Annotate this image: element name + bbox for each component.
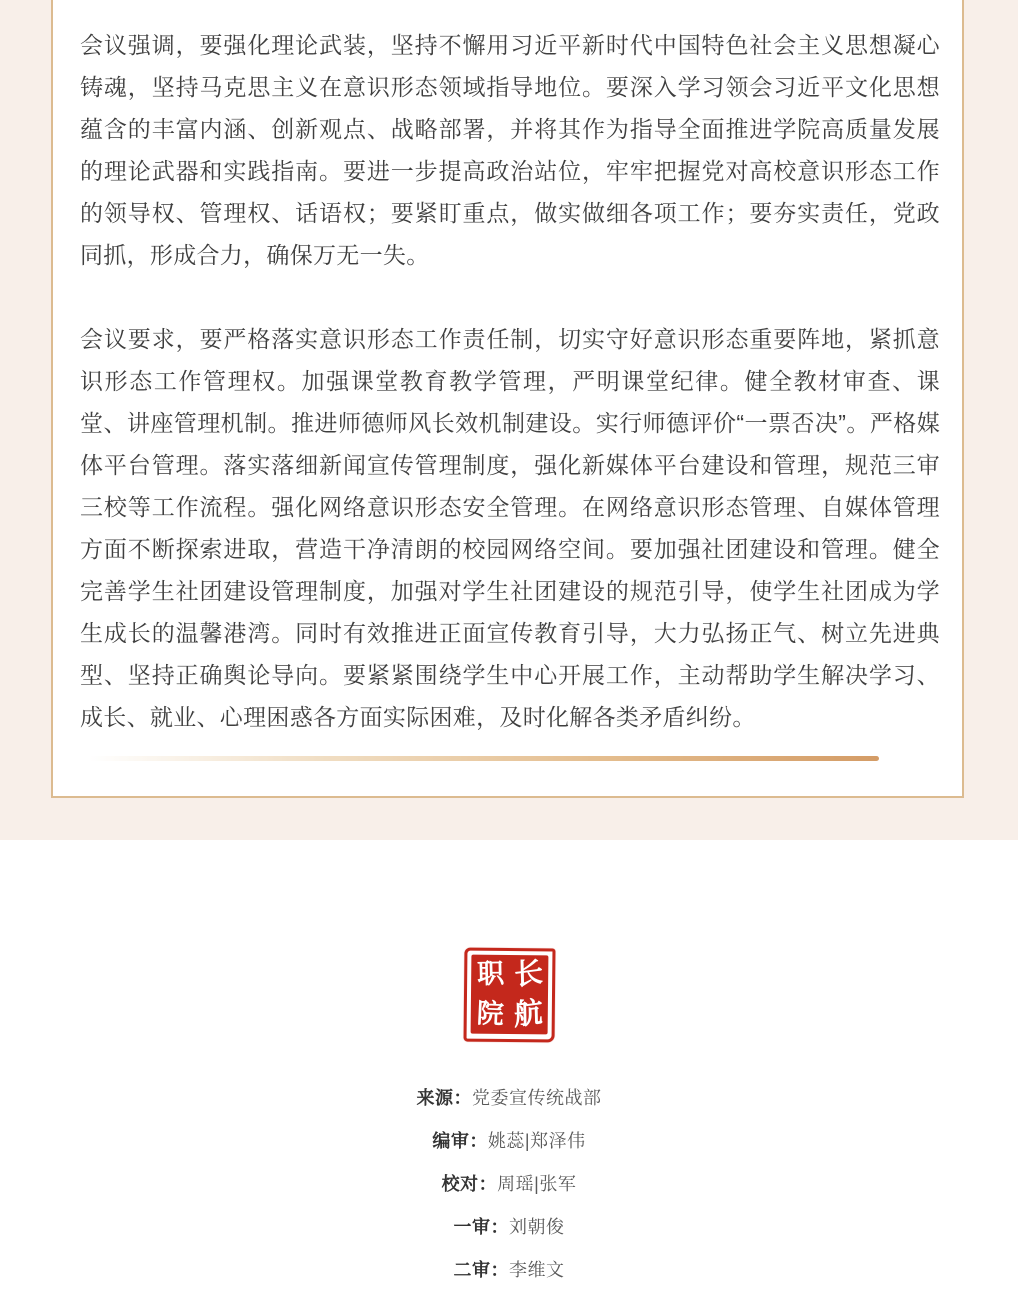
article-paragraph-1: 会议强调，要强化理论武装，坚持不懈用习近平新时代中国特色社会主义思想凝心铸魂，坚持马克思主义在意识形态领域指导地位。要深入学习领会习近平文化思想蕴含的丰富内涵、创新观点、战略部署，并将其作为指导全面推进学院高质量发展的理论武器和实践指南。要进一步提高政治站位，牢牢把握党对高校意识形态工作的领导权、管理权、话语权；要紧盯重点，做实做细各项工作；要夯实责任，党政同抓，形成合力，确保万无一失。 — [80, 32, 940, 268]
credit-line-second-review — [0, 1259, 1018, 1281]
credit-line-source — [0, 1087, 1018, 1109]
gradient-divider — [89, 756, 879, 761]
credit-label: 一审： — [453, 1217, 509, 1237]
credit-label: 二审： — [453, 1260, 509, 1280]
seal-char-top-left: 职 — [476, 958, 504, 990]
credit-value: 党委宣传统战部 — [472, 1088, 602, 1108]
credit-label: 来源： — [416, 1088, 472, 1108]
seal-char-bottom-right: 航 — [513, 995, 543, 1032]
credit-label: 编审： — [432, 1131, 488, 1151]
seal-char-bottom-left: 院 — [475, 997, 504, 1030]
credit-label: 校对： — [441, 1174, 498, 1194]
seal-char-top-right: 长 — [513, 956, 544, 993]
credit-line-first-review — [0, 1216, 1018, 1238]
credit-value: 李维文 — [509, 1260, 565, 1280]
article-paragraph-2: 会议要求，要严格落实意识形态工作责任制，切实守好意识形态重要阵地，紧抓意识形态工作管理权。加强课堂教育教学管理，严明课堂纪律。健全教材审查、课堂、讲座管理机制。推进师德师风长效机制建设。实行师德评价“一票否决”。严格媒体平台管理。落实落细新闻宣传管理制度，强化新媒体平台建设和管理，规范三审三校等工作流程。强化网络意识形态安全管理。在网络意识形态管理、自媒体管理方面不断探索进取，营造干净清朗的校园网络空间。要加强社团建设和管理。健全完善学生社团建设管理制度，加强对学生社团建设的规范引导，使学生社团成为学生成长的温馨港湾。同时有效推进正面宣传教育引导，大力弘扬正气、树立先进典型、坚持正确舆论导向。要紧紧围绕学生中心开展工作，主动帮助学生解决学习、成长、就业、心理困惑各方面实际困难，及时化解各类矛盾纠纷。 — [80, 326, 940, 730]
footer-section — [0, 948, 1018, 1281]
credit-value: 周瑶|张军 — [497, 1174, 577, 1194]
article-card — [51, 0, 964, 798]
credits-list — [0, 1087, 1018, 1281]
credit-value: 刘朝俊 — [509, 1217, 565, 1237]
credit-line-editor — [0, 1130, 1018, 1152]
credit-line-proofreader — [0, 1173, 1018, 1195]
college-seal-stamp — [463, 948, 555, 1043]
seal-red-square — [470, 955, 548, 1035]
credit-value: 姚蕊|郑泽伟 — [487, 1131, 586, 1151]
